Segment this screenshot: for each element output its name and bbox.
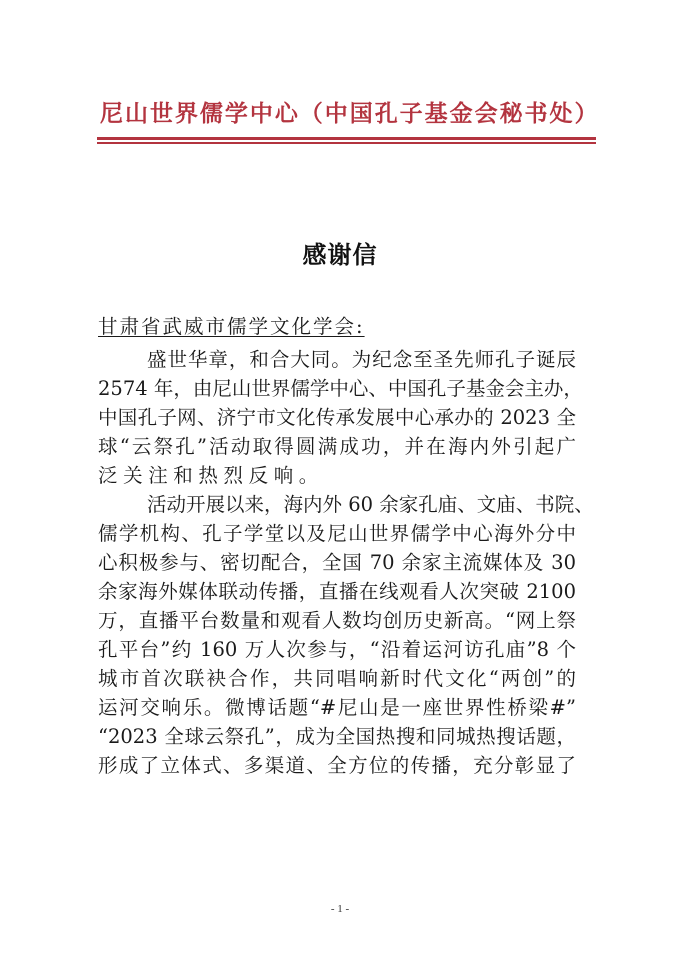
body-line: 盛世华章，和合大同。为纪念至圣先师孔子诞辰 [147, 348, 576, 371]
letterhead-title: 尼山世界儒学中心（中国孔子基金会秘书处） [100, 100, 598, 127]
body-line: 中国孔子网、济宁市文化传承发展中心承办的 2023 全 [98, 406, 576, 429]
body-line: 2574 年，由尼山世界儒学中心、中国孔子基金会主办， [98, 377, 583, 400]
body-line: 儒学机构、孔子学堂以及尼山世界儒学中心海外分中 [98, 522, 576, 545]
document-title: 感谢信 [302, 240, 378, 269]
body-line: 活动开展以来，海内外 60 余家孔庙、文庙、书院、 [147, 493, 594, 516]
body-line: 运河交响乐。微博话题“#尼山是一座世界性桥梁#” [98, 696, 576, 719]
salutation: 甘肃省武威市儒学文化学会: [98, 315, 365, 338]
body-line: “2023 全球云祭孔”，成为全国热搜和同城热搜话题， [98, 725, 576, 748]
body-line: 城市首次联袂合作，共同唱响新时代文化“两创”的 [98, 667, 576, 690]
letterhead-rule-thick [97, 137, 596, 140]
letter-body [98, 345, 594, 780]
body-line: 形成了立体式、多渠道、全方位的传播，充分彰显了 [98, 754, 576, 777]
body-line: 球“云祭孔”活动取得圆满成功，并在海内外引起广 [98, 435, 576, 458]
body-line: 心积极参与、密切配合，全国 70 余家主流媒体及 30 [98, 551, 576, 574]
body-line: 孔平台”约 160 万人次参与，“沿着运河访孔庙”8 个 [98, 638, 576, 661]
body-line: 泛关注和热烈反响。 [98, 464, 324, 487]
letterhead-rule-thin [97, 142, 596, 144]
body-line: 余家海外媒体联动传播，直播在线观看人次突破 2100 [98, 580, 576, 603]
body-line: 万，直播平台数量和观看人数均创历史新高。“网上祭 [98, 609, 576, 632]
page-number: - 1 - [330, 903, 350, 915]
